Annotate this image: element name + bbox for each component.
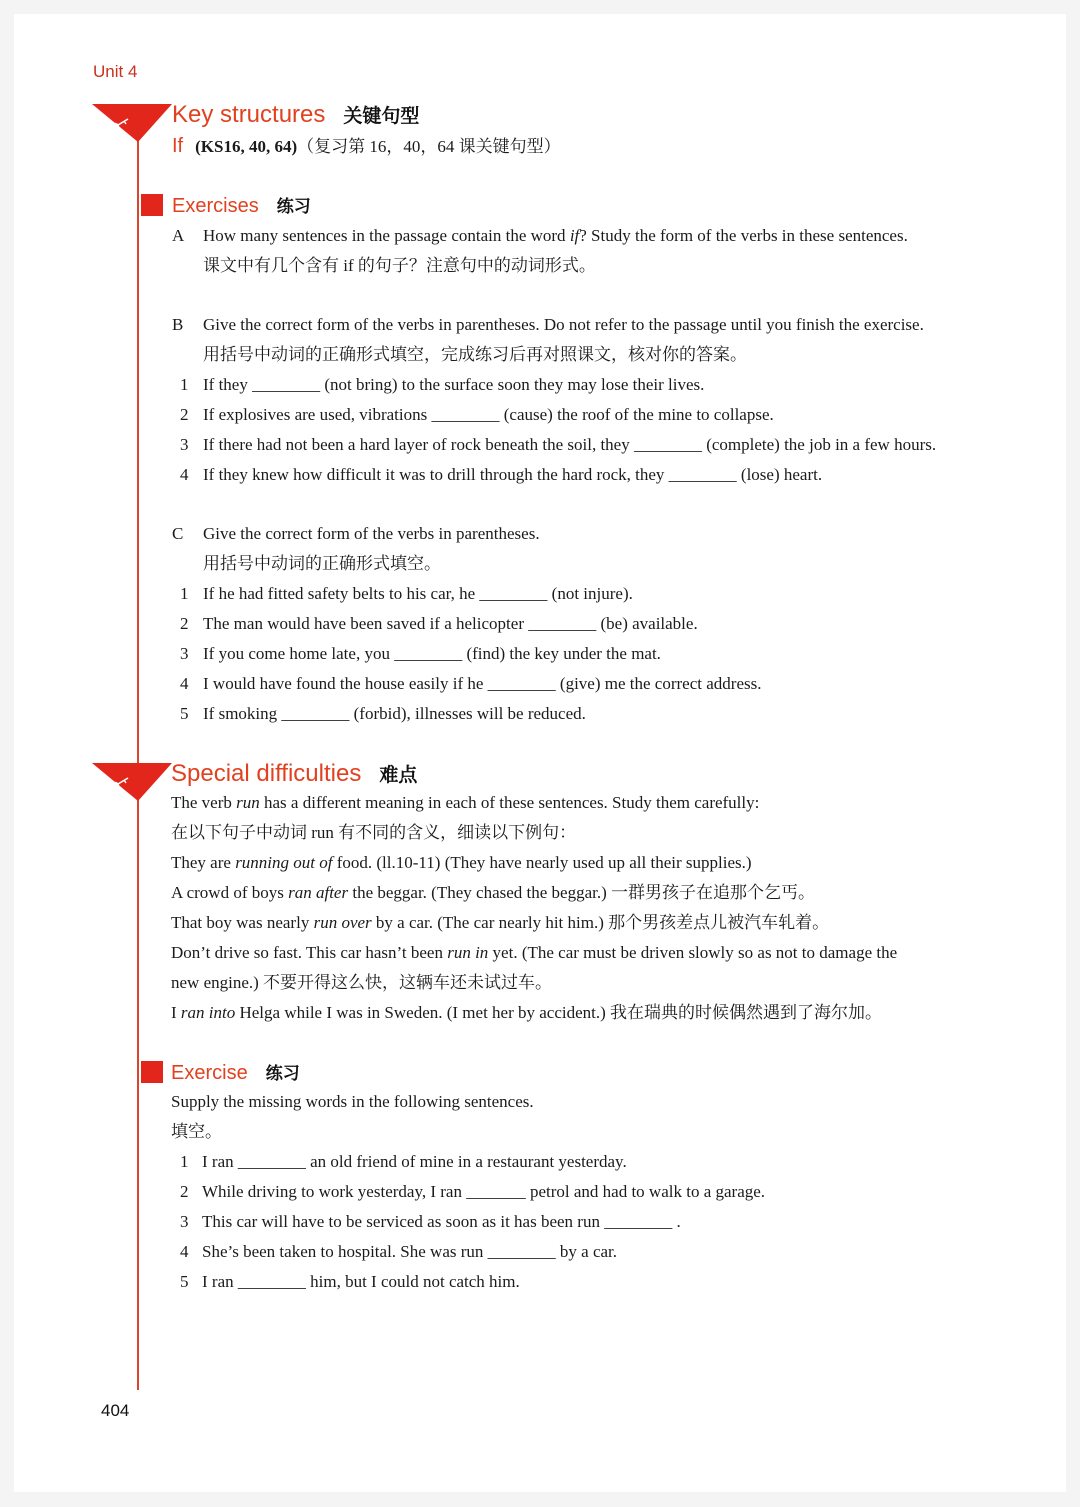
a-line1-pre: How many sentences in the passage contain the word: [203, 226, 570, 245]
intro-post: has a different meaning in each of these sentences. Study them carefully:: [259, 793, 760, 812]
example-line: [171, 908, 829, 938]
ex1-post: food. (ll.10-11) (They have nearly used up all their supplies.): [332, 853, 752, 872]
intro-word: run: [236, 793, 260, 812]
b-item-number: 1: [180, 375, 189, 394]
b-item-text: If they knew how difficult it was to drill through the hard rock, they ________ (lose) heart.: [203, 465, 823, 484]
ex5-phrase: ran into: [180, 1003, 236, 1022]
c-item-number: 3: [180, 644, 189, 663]
exercise-title-zh: 练习: [265, 1064, 300, 1083]
b-item-number: 2: [180, 405, 189, 424]
example-line: [171, 938, 897, 968]
ex-item-text: I ran ________ him, but I could not catch him.: [202, 1272, 520, 1291]
section-b-letter: B: [172, 315, 184, 334]
section-c-line2: 用括号中动词的正确形式填空。: [203, 554, 441, 573]
c-item-text: If smoking ________ (forbid), illnesses will be reduced.: [203, 704, 586, 723]
ex2-post: the beggar. (They chased the beggar.) 一群男孩子在追那个乞丐。: [348, 883, 816, 902]
ex5-pre: I: [171, 1003, 181, 1022]
ex-item-number: 2: [180, 1182, 189, 1201]
c-item-number: 5: [180, 704, 189, 723]
unit-label: Unit 4: [93, 62, 138, 81]
exercise-square-icon: [141, 1061, 163, 1083]
c-item-text: If he had fitted safety belts to his car, he ________ (not injure).: [203, 584, 633, 603]
intro-pre: The verb: [171, 793, 237, 812]
section-c-line1: Give the correct form of the verbs in parentheses.: [203, 524, 540, 543]
ex4-pre: Don’t drive so fast. This car hasn’t been: [171, 943, 448, 962]
c-item-text: The man would have been saved if a helicopter ________ (be) available.: [203, 614, 698, 633]
exercise-line1: Supply the missing words in the following sentences.: [171, 1092, 534, 1111]
key-icon: [92, 763, 172, 803]
section-a-line1: [203, 221, 908, 251]
section-b-line1: Give the correct form of the verbs in parentheses. Do not refer to the passage until you finish the exercise.: [203, 315, 924, 334]
key-structures-ref: [172, 131, 561, 162]
exercise-line2: 填空。: [171, 1122, 222, 1141]
ex1-phrase: running out of: [235, 853, 333, 872]
exercises-title-zh: 练习: [276, 197, 311, 216]
example-line-continued: new engine.) 不要开得这么快，这辆车还未试过车。: [171, 973, 553, 992]
exercises-square-icon: [141, 194, 163, 216]
ex-item-number: 1: [180, 1152, 189, 1171]
ex2-phrase: ran after: [288, 883, 349, 902]
ex-item-text: While driving to work yesterday, I ran _______ petrol and had to walk to a garage.: [202, 1182, 766, 1201]
special-title: Special difficulties: [171, 760, 362, 787]
ex-item-text: I ran ________ an old friend of mine in a restaurant yesterday.: [202, 1152, 627, 1171]
margin-rule: [137, 118, 139, 1390]
special-intro-zh: 在以下句子中动词 run 有不同的含义，细读以下例句：: [171, 823, 577, 842]
exercise-heading: [171, 1059, 300, 1085]
special-intro: [171, 788, 759, 818]
page-number: 404: [101, 1401, 130, 1420]
section-c-letter: C: [172, 524, 184, 543]
b-item-text: If they ________ (not bring) to the surface soon they may lose their lives.: [203, 375, 705, 394]
c-item-number: 2: [180, 614, 189, 633]
b-item-number: 3: [180, 435, 189, 454]
example-line: [171, 878, 815, 908]
key-structures-title: Key structures: [172, 101, 326, 128]
section-b-line2: 用括号中动词的正确形式填空，完成练习后再对照课文，核对你的答案。: [203, 345, 747, 364]
ex-item-text: This car will have to be serviced as soon as it has been run ________ .: [202, 1212, 681, 1231]
section-a-letter: A: [172, 226, 185, 245]
example-line: [171, 998, 882, 1028]
c-item-text: I would have found the house easily if he ________ (give) me the correct address.: [203, 674, 762, 693]
exercises-title: Exercises: [172, 195, 259, 217]
ex-item-number: 5: [180, 1272, 189, 1291]
exercises-heading: [172, 192, 311, 218]
b-item-text: If there had not been a hard layer of rock beneath the soil, they ________ (complete) the job in a few hours.: [203, 435, 937, 454]
example-line: [171, 848, 752, 878]
ks-ref-zh: （复习第 16，40，64 课关键句型）: [297, 137, 561, 156]
ex-item-number: 3: [180, 1212, 189, 1231]
key-icon: [92, 104, 172, 144]
a-line1-post: ? Study the form of the verbs in these sentences.: [579, 226, 908, 245]
if-label: If: [172, 135, 184, 157]
a-line1-word: if: [569, 226, 580, 245]
c-item-number: 4: [180, 674, 189, 693]
ex4-post: yet. (The car must be driven slowly so as not to damage the: [488, 943, 898, 962]
ex3-phrase: run over: [313, 913, 372, 932]
key-structures-title-zh: 关键句型: [343, 106, 420, 127]
ex2-pre: A crowd of boys: [171, 883, 289, 902]
ex3-pre: That boy was nearly: [171, 913, 314, 932]
ex-item-number: 4: [180, 1242, 189, 1261]
exercise-title: Exercise: [171, 1062, 248, 1084]
special-title-zh: 难点: [379, 765, 418, 786]
ex-item-text: She’s been taken to hospital. She was run ________ by a car.: [202, 1242, 618, 1261]
b-item-text: If explosives are used, vibrations ________ (cause) the roof of the mine to collapse.: [203, 405, 774, 424]
section-a-line2: 课文中有几个含有 if 的句子？注意句中的动词形式。: [203, 256, 596, 275]
ks-ref-bold: (KS16, 40, 64): [195, 137, 298, 156]
special-difficulties-heading: [171, 760, 417, 788]
ex3-post: by a car. (The car nearly hit him.) 那个男孩差点儿被汽车轧着。: [371, 913, 830, 932]
c-item-number: 1: [180, 584, 189, 603]
b-item-number: 4: [180, 465, 189, 484]
c-item-text: If you come home late, you ________ (find) the key under the mat.: [203, 644, 661, 663]
key-structures-heading: [172, 101, 419, 129]
ex1-pre: They are: [171, 853, 236, 872]
ex4-phrase: run in: [447, 943, 489, 962]
ex5-post: Helga while I was in Sweden. (I met her by accident.) 我在瑞典的时候偶然遇到了海尔加。: [235, 1003, 883, 1022]
